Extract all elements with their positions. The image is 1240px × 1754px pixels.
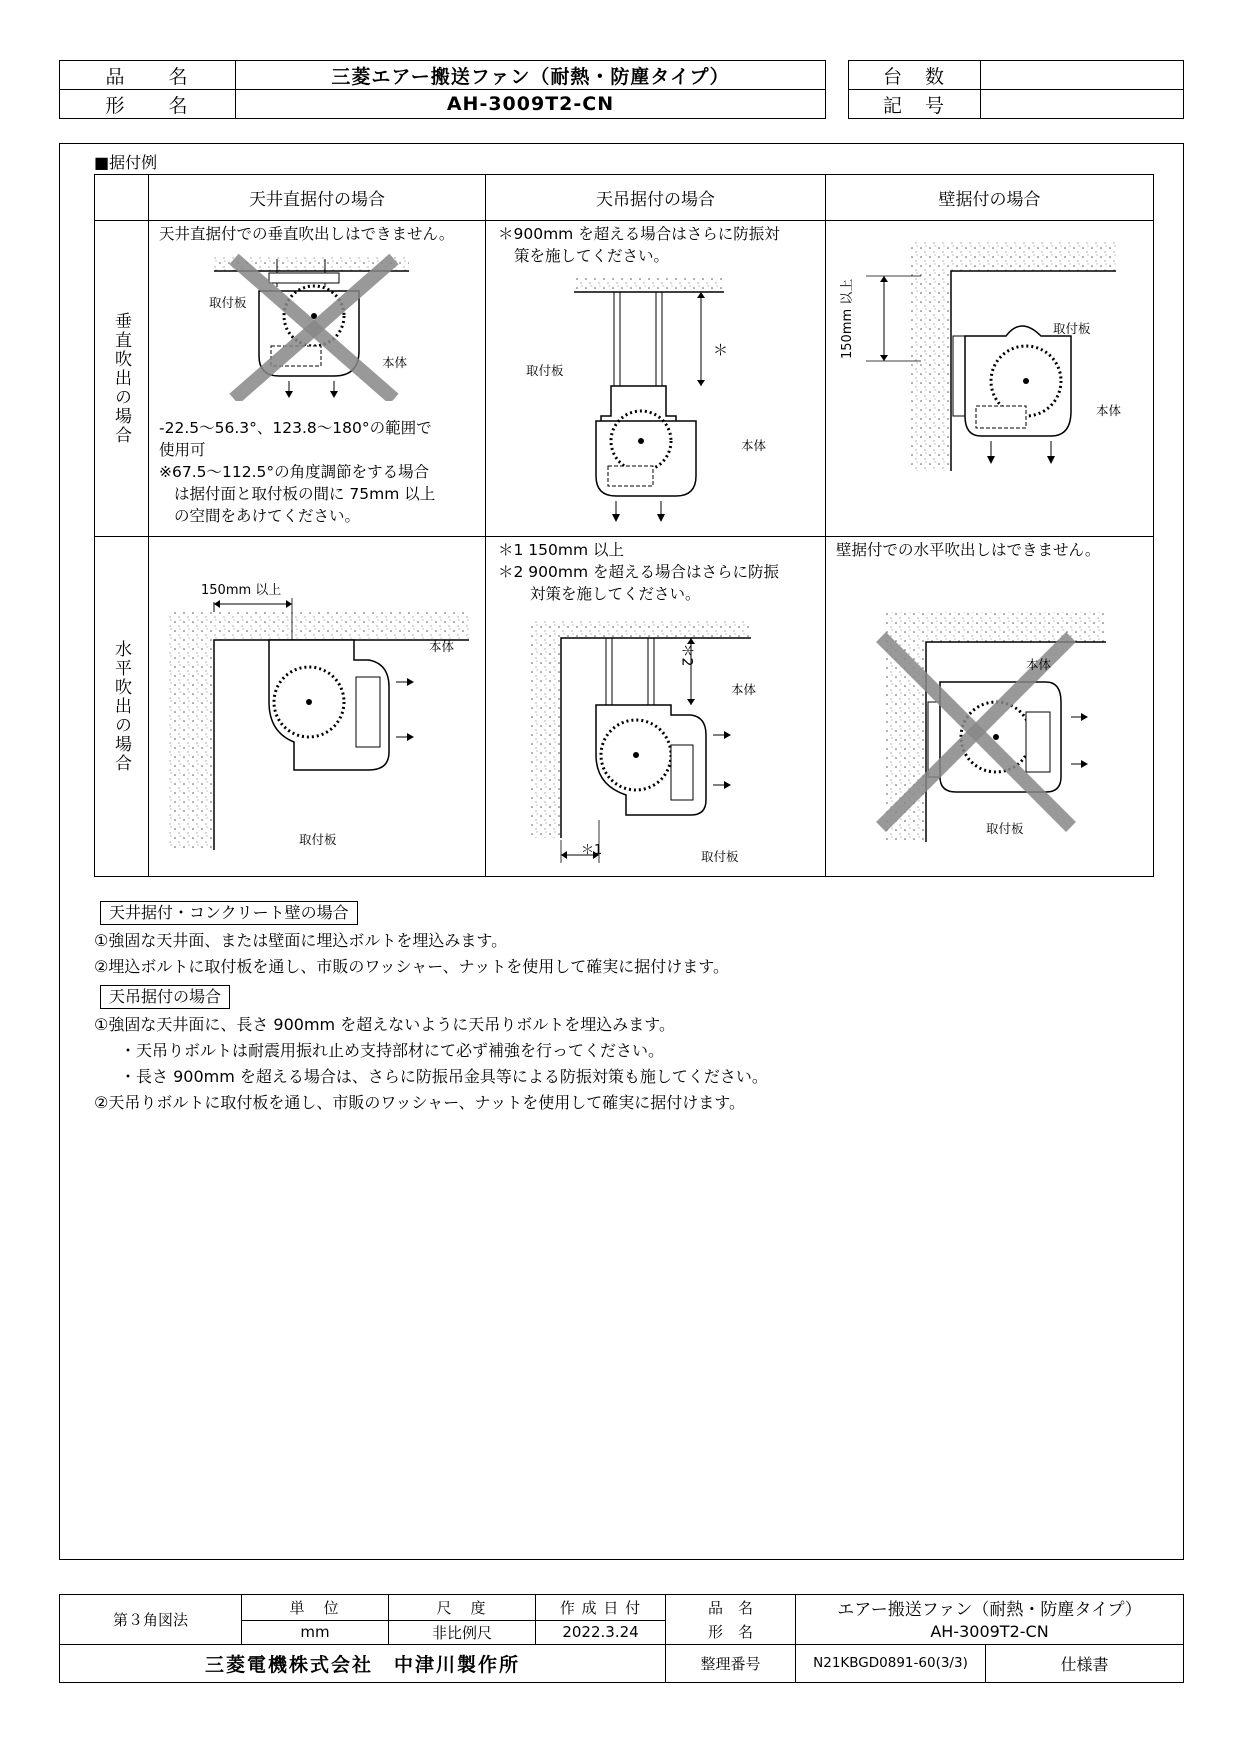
instruction-line: ②埋込ボルトに取付板を通し、市販のワッシャー、ナットを使用して確実に据付けます。 (94, 957, 729, 976)
instruction-line: ・長さ 900mm を超える場合は、さらに防振吊金具等による防振対策も施してください。 (120, 1067, 768, 1086)
company-name: 三菱電機株式会社 中津川製作所 (60, 1644, 666, 1682)
v-ceiling-note: 天井直据付での垂直吹出しはできません。 (159, 225, 455, 243)
v-wall-diagram (856, 236, 1116, 486)
v-hang-note1: ＊900mm を超える場合はさらに防振対 (498, 225, 780, 243)
h-hang-body-label: 本体 (731, 682, 757, 697)
v-ceiling-range1: -22.5～56.3°、123.8～180°の範囲で (159, 419, 432, 437)
header-table (59, 60, 826, 119)
footer-table (59, 1594, 1184, 1683)
projection: 第３角図法 (60, 1595, 242, 1645)
cell-vertical-hang (486, 221, 826, 537)
date-label: 作 成 日 付 (536, 1595, 666, 1621)
instruction-line: ②天吊りボルトに取付板を通し、市販のワッシャー、ナットを使用して確実に据付けます。 (94, 1093, 745, 1112)
v-wall-plate-label: 取付板 (1053, 321, 1091, 336)
v-ceiling-diagram (209, 251, 429, 401)
h-wall-diagram (876, 602, 1116, 852)
model-label: 形 名 (60, 90, 236, 119)
h-wall-note: 壁据付での水平吹出しはできません。 (836, 541, 1101, 559)
h-ceiling-150-label: 150mm 以上 (201, 583, 282, 598)
date-value: 2022.3.24 (536, 1620, 666, 1644)
model-value: AH-3009T2-CN (236, 90, 826, 119)
h-hang-plate-label: 取付板 (701, 849, 739, 864)
product-name-label: 品 名 (60, 61, 236, 90)
v-ceiling-adj3: の空間をあけてください。 (174, 507, 361, 525)
unit-label: 単 位 (242, 1595, 389, 1621)
cell-vertical-ceiling (149, 221, 486, 537)
h-wall-plate-label: 取付板 (986, 821, 1024, 836)
v-hang-diagram (566, 276, 806, 531)
h-ceiling-diagram (164, 592, 474, 862)
row-vertical: 垂直吹出の場合 (95, 221, 149, 537)
grid-corner (95, 175, 149, 221)
v-ceiling-body-label: 本体 (382, 355, 408, 370)
symbol-value (981, 90, 1184, 119)
footer-name: エアー搬送ファン（耐熱・防塵タイプ） (796, 1595, 1184, 1621)
h-wall-body-label: 本体 (1026, 657, 1052, 672)
h-ceiling-plate-label: 取付板 (299, 832, 337, 847)
quantity-value (981, 61, 1184, 90)
v-wall-150-label: 150mm 以上 (840, 278, 855, 359)
v-ceiling-adj1: ※67.5～112.5°の角度調節をする場合 (159, 463, 430, 481)
row-horizontal: 水平吹出の場合 (95, 537, 149, 877)
ref-label: 整理番号 (666, 1644, 796, 1682)
v-ceiling-adj2: は据付面と取付板の間に 75mm 以上 (174, 485, 436, 503)
symbol-label: 記 号 (849, 90, 981, 119)
v-ceiling-plate-label: 取付板 (209, 295, 247, 310)
v-hang-body-label: 本体 (741, 438, 767, 453)
instruction-line: ①強固な天井面、または壁面に埋込ボルトを埋込みます。 (94, 931, 508, 950)
instruction-tag-ceiling: 天井据付・コンクリート壁の場合 (100, 901, 358, 925)
quantity-label: 台 数 (849, 61, 981, 90)
cell-horizontal-hang (486, 537, 826, 877)
unit-value: mm (242, 1620, 389, 1644)
product-name: 三菱エアー搬送ファン（耐熱・防塵タイプ） (236, 61, 826, 90)
v-hang-star: ＊ (713, 341, 729, 359)
footer-model: AH-3009T2-CN (796, 1620, 1184, 1644)
install-grid (94, 174, 1154, 877)
model-label-footer: 形 名 (666, 1620, 796, 1644)
col-ceiling: 天井直据付の場合 (149, 175, 486, 221)
scale-label: 尺 度 (389, 1595, 536, 1621)
quantity-table (848, 60, 1184, 119)
cell-horizontal-wall (826, 537, 1154, 877)
name-label: 品 名 (666, 1595, 796, 1621)
v-hang-plate-label: 取付板 (526, 363, 564, 378)
col-wall: 壁据付の場合 (826, 175, 1154, 221)
doc-type: 仕様書 (986, 1644, 1184, 1682)
h-hang-note3: 対策を施してください。 (530, 585, 701, 603)
h-hang-star2: ＊2 (678, 643, 695, 667)
v-wall-body-label: 本体 (1096, 403, 1122, 418)
h-hang-note1: ＊1 150mm 以上 (498, 541, 624, 559)
scale-value: 非比例尺 (389, 1620, 536, 1644)
section-title: ■据付例 (94, 153, 158, 172)
h-hang-note2: ＊2 900mm を超える場合はさらに防振 (498, 563, 779, 581)
h-hang-diagram (521, 615, 781, 865)
cell-horizontal-ceiling (149, 537, 486, 877)
instruction-tag-hang: 天吊据付の場合 (100, 985, 230, 1009)
col-hang: 天吊据付の場合 (486, 175, 826, 221)
h-hang-star1: ＊1 (581, 843, 603, 858)
h-ceiling-body-label: 本体 (429, 639, 455, 654)
cell-vertical-wall (826, 221, 1154, 537)
ref-number: N21KBGD0891-60(3/3) (796, 1644, 986, 1682)
v-ceiling-range2: 使用可 (159, 441, 206, 459)
instruction-line: ①強固な天井面に、長さ 900mm を超えないように天吊りボルトを埋込みます。 (94, 1015, 675, 1034)
v-hang-note2: 策を施してください。 (514, 247, 670, 265)
instruction-line: ・天吊りボルトは耐震用振れ止め支持部材にて必ず補強を行ってください。 (120, 1041, 665, 1060)
